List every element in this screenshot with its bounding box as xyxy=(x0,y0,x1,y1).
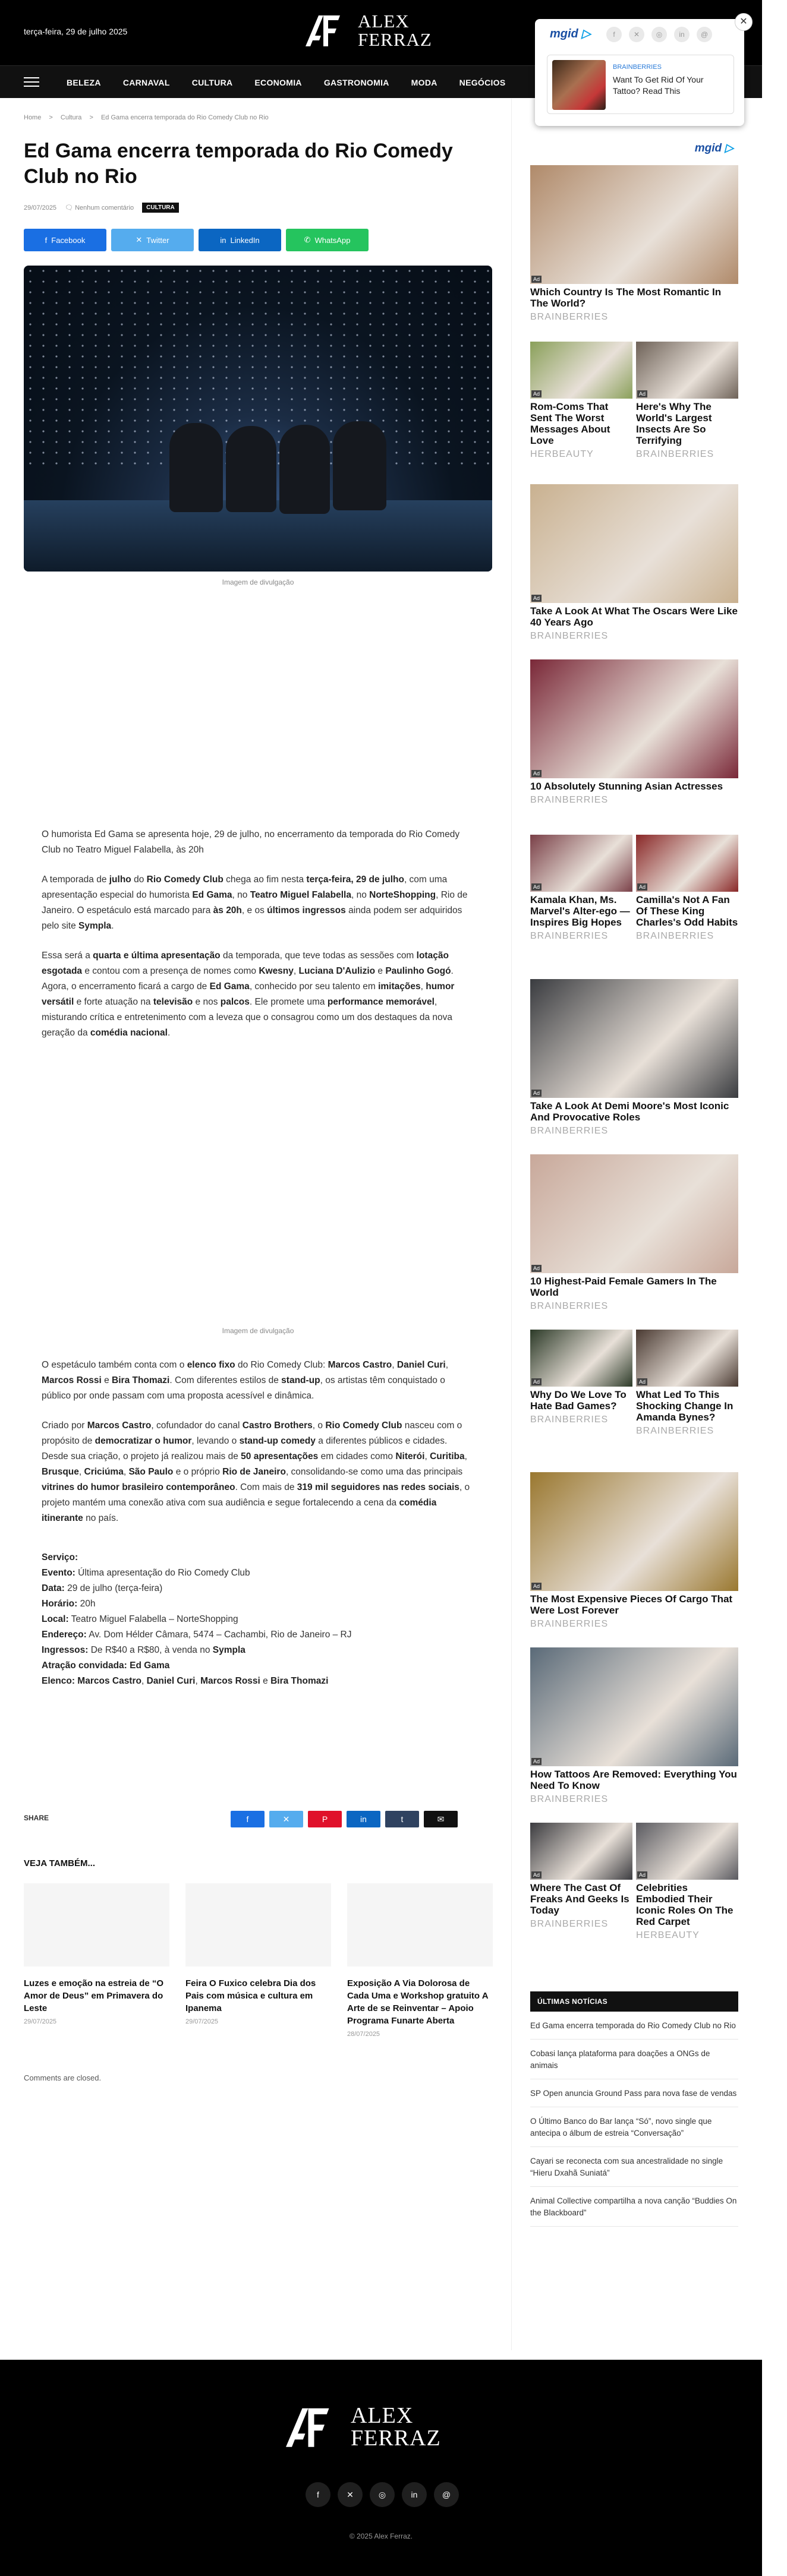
x-icon: ✕ xyxy=(136,235,143,244)
ad-thumbnail xyxy=(552,60,606,110)
sidebar-ad-title[interactable]: How Tattoos Are Removed: Everything You Need To Know xyxy=(530,1769,737,1791)
paragraph: Criado por Marcos Castro, cofundador do canal Castro Brothers, o Rio Comedy Club nasceu com o propósito de democratizar o humor, levando o stand-up comedy a diferentes públicos e cidades. Desde sua criação, o projeto já realizou mais de 50 apresentações em cidades como Niterói, Curitiba, Brusque, Criciúma, São Paulo e o próprio Rio de Janeiro, consolidando-se como uma das principais vitrines do humor brasileiro contemporâneo. Com mais de 319 mil seguidores nas redes sociais, o projeto mantém uma conexão ativa com sua audiência e segue fortalecendo a cena da comédia itinerante no país. xyxy=(42,1420,470,1523)
sidebar-ad-title[interactable]: Camilla's Not A Fan Of These King Charles's Odd Habits xyxy=(636,894,738,928)
linkedin-icon[interactable]: in xyxy=(402,2482,427,2507)
ad-badge: Ad xyxy=(531,1758,542,1765)
breadcrumb-separator: > xyxy=(49,114,53,121)
comments-link[interactable]: 🗨 Nenhum comentário xyxy=(65,204,134,211)
popup-ad xyxy=(535,17,748,126)
ad-title[interactable]: Want To Get Rid Of Your Tattoo? Read This xyxy=(613,75,704,96)
sidebar-ad[interactable] xyxy=(530,979,738,1137)
nav-item-cultura[interactable]: CULTURA xyxy=(191,77,233,87)
sidebar-ad-image[interactable] xyxy=(530,1823,632,1880)
ad-badge: Ad xyxy=(531,1583,542,1590)
sidebar-ad-source: BRAINBERRIES xyxy=(636,1426,714,1436)
sidebar-ad-source: BRAINBERRIES xyxy=(530,312,609,322)
latest-news-item[interactable]: Ed Gama encerra temporada do Rio Comedy Club no Rio xyxy=(530,2012,738,2040)
nav-item-beleza[interactable]: BELEZA xyxy=(67,77,101,87)
sidebar-ad[interactable] xyxy=(636,1823,738,1941)
sidebar-ad-source: BRAINBERRIES xyxy=(636,449,714,459)
image-caption-2: Imagem de divulgação xyxy=(222,1327,294,1335)
site-logo[interactable] xyxy=(303,12,432,49)
sidebar-ad[interactable] xyxy=(530,1330,632,1425)
article-meta xyxy=(24,203,179,213)
sidebar-ad-source: BRAINBERRIES xyxy=(530,931,609,941)
sidebar-ad[interactable] xyxy=(530,342,632,460)
comments-closed: Comments are closed. xyxy=(24,2073,102,2082)
related-heading: VEJA TAMBÉM... xyxy=(24,1858,96,1868)
category-badge[interactable]: CULTURA xyxy=(142,203,179,213)
breadcrumb-category[interactable]: Cultura xyxy=(60,114,82,121)
sidebar-ad-title[interactable]: Kamala Khan, Ms. Marvel's Alter-ego — Inspires Big Hopes xyxy=(530,894,630,928)
ad-badge: Ad xyxy=(531,1378,542,1385)
related-date: 29/07/2025 xyxy=(185,2018,219,2025)
related-post[interactable] xyxy=(24,1883,169,2025)
sidebar-ad-image[interactable] xyxy=(636,1823,738,1880)
sidebar-ad-image[interactable] xyxy=(636,1330,738,1387)
footer xyxy=(0,2360,762,2576)
share-buttons-top xyxy=(24,229,369,251)
sidebar-ad[interactable] xyxy=(530,1647,738,1805)
x-icon[interactable]: ✕ xyxy=(338,2482,363,2507)
sidebar-ad-title[interactable]: Where The Cast Of Freaks And Geeks Is Today xyxy=(530,1882,629,1916)
ad-badge: Ad xyxy=(531,1090,542,1097)
sidebar-ad[interactable] xyxy=(636,1330,738,1437)
share-facebook-button[interactable]: f Facebook xyxy=(24,229,106,251)
sidebar-ad-image[interactable] xyxy=(530,1472,738,1591)
related-thumbnail[interactable] xyxy=(185,1883,331,1966)
nav-item-moda[interactable]: MODA xyxy=(411,77,437,87)
sidebar-ad[interactable] xyxy=(530,484,738,642)
sidebar-ad[interactable] xyxy=(530,165,738,323)
paragraph: O humorista Ed Gama se apresenta hoje, 29 de julho, no encerramento da temporada do Rio Comedy Club no Teatro Miguel Falabella, às 20h xyxy=(42,829,460,855)
nav-item-gastronomia[interactable]: GASTRONOMIA xyxy=(323,77,389,87)
related-date: 28/07/2025 xyxy=(347,2031,380,2038)
logo-text: ALEX FERRAZ xyxy=(351,2403,441,2451)
sidebar-ad[interactable] xyxy=(636,342,738,460)
current-date: terça-feira, 29 de julho 2025 xyxy=(24,27,128,36)
facebook-icon[interactable]: f xyxy=(306,2482,330,2507)
sidebar-ad-title[interactable]: Here's Why The World's Largest Insects Are So Terrifying xyxy=(636,401,712,446)
sidebar-ad[interactable] xyxy=(530,1154,738,1312)
sidebar-ad[interactable] xyxy=(530,835,632,942)
facebook-icon[interactable]: f xyxy=(231,1811,265,1827)
sidebar-ad-source: BRAINBERRIES xyxy=(530,1126,609,1136)
ad-badge: Ad xyxy=(531,883,542,891)
ad-badge: Ad xyxy=(531,1265,542,1272)
mgid-logo: mgid ▷ xyxy=(550,27,591,40)
logo-mark-icon xyxy=(283,2401,342,2452)
ad-source: BRAINBERRIES xyxy=(613,64,662,71)
sidebar-ad-image[interactable] xyxy=(636,342,738,399)
share-label: SHARE xyxy=(24,1814,49,1822)
paragraph: A temporada de julho do Rio Comedy Club chega ao fim nesta terça-feira, 29 de julho, com uma apresentação especial do humorista Ed Gama, no Teatro Miguel Falabella, no NorteShopping, Rio de Janeiro. O espetáculo está marcado para às 20h, e os últimos ingressos ainda podem ser adquiridos pelo site Sympla. xyxy=(42,875,468,931)
sidebar-ad-title[interactable]: 10 Absolutely Stunning Asian Actresses xyxy=(530,781,723,792)
breadcrumb-home[interactable]: Home xyxy=(24,114,42,121)
event-info: Serviço: Evento: Última apresentação do Rio Comedy Club Data: 29 de julho (terça-feira) Horário: 20h Local: Teatro Miguel Falabella – NorteShopping Endereço: Av. Dom Hélder Câmara, 5474 – Cachambi, Rio de Janeiro – RJ Ingressos: De R$40 a R$80, à venda no Sympla Atração convidada: Ed Gama Elenco: Marcos Castro, Daniel Curi, Marcos Rossi e Bira Thomazi xyxy=(42,1552,352,1686)
sidebar-ad-source: BRAINBERRIES xyxy=(530,795,609,805)
ad-badge: Ad xyxy=(531,770,542,777)
sidebar-ad[interactable] xyxy=(636,835,738,942)
comment-icon: 🗨 xyxy=(65,204,74,211)
related-title[interactable]: Luzes e emoção na estreia de “O Amor de Deus” em Primavera do Leste xyxy=(24,1978,164,2013)
share-whatsapp-button[interactable]: ✆ WhatsApp xyxy=(286,229,369,251)
close-icon[interactable]: ✕ xyxy=(735,13,753,31)
paragraph: O espetáculo também conta com o elenco fixo do Rio Comedy Club: Marcos Castro, Daniel Curi, Marcos Rossi e Bira Thomazi. Com diferentes estilos de stand-up, os artistas têm conquistado o público por onde passam com uma proposta acessível e dinâmica. xyxy=(42,1360,449,1401)
sidebar-ad-title[interactable]: Take A Look At What The Oscars Were Like 40 Years Ago xyxy=(530,605,738,628)
nav-item-carnaval[interactable]: CARNAVAL xyxy=(122,77,170,87)
ad-badge: Ad xyxy=(637,1378,647,1385)
sidebar-ad-title[interactable]: The Most Expensive Pieces Of Cargo That Were Lost Forever xyxy=(530,1593,733,1616)
ad-badge: Ad xyxy=(531,276,542,283)
nav-item-economia[interactable]: ECONOMIA xyxy=(254,77,302,87)
latest-news-heading: ÚLTIMAS NOTÍCIAS xyxy=(530,1991,738,2012)
sidebar-ad[interactable] xyxy=(530,659,738,806)
sidebar-ad-title[interactable]: Rom-Coms That Sent The Worst Messages About Love xyxy=(530,401,610,446)
latest-news-item[interactable]: Animal Collective compartilha a nova canção “Buddies On the Blackboard” xyxy=(530,2187,738,2227)
breadcrumb-separator: > xyxy=(89,114,93,121)
logo-text: ALEX FERRAZ xyxy=(358,11,432,50)
email-icon[interactable]: ✉ xyxy=(424,1811,458,1827)
sidebar-ad-title[interactable]: Which Country Is The Most Romantic In The World? xyxy=(530,286,722,309)
linkedin-icon[interactable]: in xyxy=(347,1811,380,1827)
instagram-icon[interactable]: ◎ xyxy=(370,2482,395,2507)
sidebar-divider xyxy=(511,99,512,2350)
ad-badge: Ad xyxy=(637,390,647,397)
sidebar-ad-source: BRAINBERRIES xyxy=(530,1415,609,1425)
sidebar-ad-title[interactable]: 10 Highest-Paid Female Gamers In The World xyxy=(530,1276,717,1298)
sidebar-ad-source: HERBEAUTY xyxy=(636,1930,700,1940)
paragraph: Essa será a quarta e última apresentação da temporada, que teve todas as sessões com lotação esgotada e contou com a presença de nomes como Kwesny, Luciana D'Aulizio e Paulinho Gogó. Agora, o encerramento ficará a cargo de Ed Gama, conhecido por seu talento em imitações, humor versátil e forte atuação na televisão e nos palcos. Ele promete uma performance memorável, misturando crítica e entretenimento com a leveza que o consagrou como um dos destaques da nova geração da comédia nacional. xyxy=(42,951,455,1038)
sidebar-ad-source: BRAINBERRIES xyxy=(530,631,609,641)
sidebar-ad-image[interactable] xyxy=(636,835,738,892)
popup-ad-card[interactable] xyxy=(547,55,734,114)
sidebar-ad-source: BRAINBERRIES xyxy=(530,1794,609,1804)
breadcrumb xyxy=(24,114,275,121)
related-thumbnail[interactable] xyxy=(347,1883,493,1966)
sidebar-ad-image[interactable] xyxy=(530,165,738,284)
sidebar-ad-image[interactable] xyxy=(530,342,632,399)
latest-news-item[interactable]: SP Open anuncia Ground Pass para nova fase de vendas xyxy=(530,2079,738,2107)
sidebar-ad-image[interactable] xyxy=(530,1647,738,1766)
article-body xyxy=(42,827,476,1055)
whatsapp-icon: ✆ xyxy=(304,235,311,244)
threads-icon[interactable]: @ xyxy=(434,2482,459,2507)
article-date: 29/07/2025 xyxy=(24,204,57,211)
article-hero-image xyxy=(24,266,492,572)
mgid-logo: mgid ▷ xyxy=(694,142,734,154)
latest-news-item[interactable]: Cayari se reconecta com sua ancestralidade no single “Hieru Dxahã Suniatá” xyxy=(530,2147,738,2187)
latest-news-item[interactable]: O Último Banco do Bar lança “Só”, novo single que antecipa o álbum de estreia “Conversação” xyxy=(530,2107,738,2147)
pinterest-icon[interactable]: P xyxy=(308,1811,342,1827)
related-date: 29/07/2025 xyxy=(24,2018,57,2025)
sidebar-ad-title[interactable]: What Led To This Shocking Change In Amanda Bynes? xyxy=(636,1389,734,1423)
latest-news-item[interactable]: Cobasi lança plataforma para doações a ONGs de animais xyxy=(530,2040,738,2079)
sidebar-ad-image[interactable] xyxy=(530,1154,738,1273)
related-title[interactable]: Exposição A Via Dolorosa de Cada Uma e Workshop gratuito A Arte de se Reinventar – Apoio Programa Funarte Aberta xyxy=(347,1978,488,2026)
article-title: Ed Gama encerra temporada do Rio Comedy Club no Rio xyxy=(24,140,453,188)
image-caption: Imagem de divulgação xyxy=(222,578,294,586)
sidebar-ad-image[interactable] xyxy=(530,659,738,778)
sidebar-ad-image[interactable] xyxy=(530,835,632,892)
sidebar-ad-title[interactable]: Take A Look At Demi Moore's Most Iconic And Provocative Roles xyxy=(530,1100,729,1123)
popup-social-icons xyxy=(606,27,712,42)
sidebar-ad-source: BRAINBERRIES xyxy=(636,931,714,941)
sidebar-ad-title[interactable]: Celebrities Embodied Their Iconic Roles On The Red Carpet xyxy=(636,1882,734,1927)
related-post[interactable] xyxy=(185,1883,331,2025)
tumblr-icon[interactable]: t xyxy=(385,1811,419,1827)
ad-badge: Ad xyxy=(637,1871,647,1879)
ad-badge: Ad xyxy=(637,883,647,891)
sidebar-ad-source: BRAINBERRIES xyxy=(530,1919,609,1929)
related-post[interactable] xyxy=(347,1883,493,2038)
article-body-2 xyxy=(42,1358,476,1703)
sidebar-ad-image[interactable] xyxy=(530,979,738,1098)
related-title[interactable]: Feira O Fuxico celebra Dia dos Pais com música e cultura em Ipanema xyxy=(185,1978,316,2013)
sidebar-ad[interactable] xyxy=(530,1472,738,1630)
x-icon[interactable]: ✕ xyxy=(629,27,644,42)
share-buttons-bottom xyxy=(231,1811,458,1827)
copyright: © 2025 Alex Ferraz. xyxy=(349,2532,413,2540)
sidebar-ad-source: HERBEAUTY xyxy=(530,449,594,459)
sidebar-ad-title[interactable]: Why Do We Love To Hate Bad Games? xyxy=(530,1389,627,1412)
sidebar-ad-source: BRAINBERRIES xyxy=(530,1619,609,1629)
facebook-icon: f xyxy=(45,235,48,245)
instagram-icon[interactable]: ◎ xyxy=(651,27,667,42)
facebook-icon[interactable]: f xyxy=(606,27,622,42)
related-thumbnail[interactable] xyxy=(24,1883,169,1966)
latest-news xyxy=(530,1991,738,2227)
breadcrumb-current: Ed Gama encerra temporada do Rio Comedy Club no Rio xyxy=(100,114,269,121)
footer-social xyxy=(306,2482,459,2507)
sidebar-ad-source: BRAINBERRIES xyxy=(530,1301,609,1311)
hamburger-menu-icon[interactable] xyxy=(24,77,39,87)
sidebar-ad-image[interactable] xyxy=(530,484,738,603)
share-linkedin-button[interactable]: in LinkedIn xyxy=(199,229,281,251)
ad-badge: Ad xyxy=(531,595,542,602)
sidebar-ad[interactable] xyxy=(530,1823,632,1930)
linkedin-icon: in xyxy=(220,235,226,245)
x-icon[interactable]: ✕ xyxy=(269,1811,303,1827)
footer-logo[interactable] xyxy=(283,2401,441,2452)
sidebar-ad-image[interactable] xyxy=(530,1330,632,1387)
ad-badge: Ad xyxy=(531,390,542,397)
linkedin-icon[interactable]: in xyxy=(674,27,690,42)
share-twitter-button[interactable]: ✕ Twitter xyxy=(111,229,194,251)
threads-icon[interactable]: @ xyxy=(697,27,712,42)
ad-badge: Ad xyxy=(531,1871,542,1879)
nav-item-negocios[interactable]: NEGÓCIOS xyxy=(459,77,506,87)
nav-items xyxy=(67,66,528,99)
logo-mark-icon xyxy=(303,13,351,48)
